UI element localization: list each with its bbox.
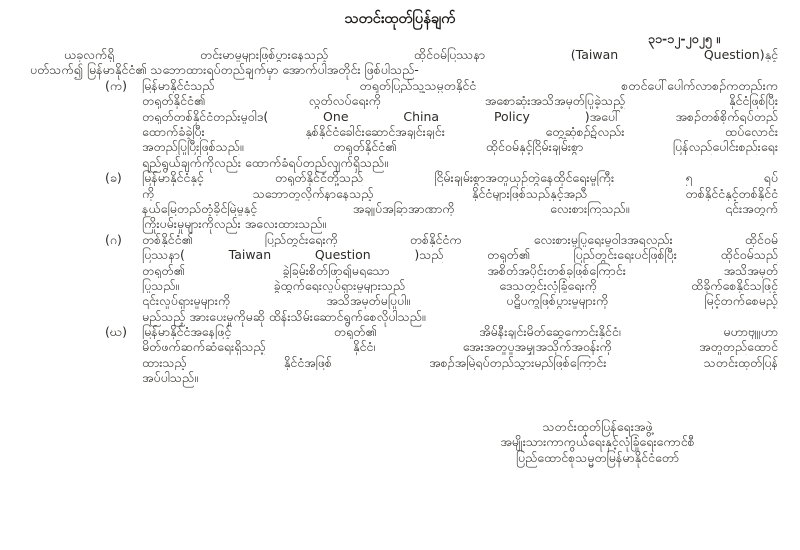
item-lines bbox=[142, 170, 778, 232]
item-text-line: ကို သဘောတူလိုက်နာနေသည့် နိုင်ငံများဖြစ်သည်နှင့်အညီ တစ်နိုင်ငံနှင့်တစ်နိုင်ငံ bbox=[142, 185, 778, 201]
list-item-ga bbox=[30, 232, 778, 324]
document-date: ၃၁-၁၂-၂၀၂၅ ။ bbox=[647, 31, 720, 46]
item-text-line: ရည်ရွယ်ချက်ကိုလည်း ထောက်ခံရပ်တည်လျက်ရှိသည်။ bbox=[142, 154, 388, 170]
item-text-line: မည်သည့် အားပေးမှုကိုမဆို ထိန်းသိမ်းဆောင်ရွက်စေလိုပါသည်။ bbox=[142, 308, 426, 324]
list-item-gha bbox=[30, 324, 778, 386]
item-text-line: ပြုသည်။ ခွဲထွက်ရေးလှုပ်ရှားမှုများသည် ဒေသတွင်းလုံခြုံရေးကို ထိခိုက်စေနိုင်သဖြင့် bbox=[142, 277, 778, 293]
item-lines bbox=[142, 232, 778, 324]
item-text-line: မြန်မာနိုင်ငံသည် တရုတ်ပြည်သူ့သမ္မတနိုင်ငံ စတင်ပေါ်ပေါက်လာစဉ်ကတည်းက bbox=[142, 77, 778, 93]
item-text-line: တရုတ်တစ်နိုင်ငံတည်းမူဝါဒ( One China Policy )အပေါ် အစဉ်တစ်စိုက်ရပ်တည် bbox=[142, 108, 778, 124]
item-text-line: မိတ်ဖက်ဆက်ဆံရေးရှိသည့် နိုင်ငံ၊ အေးအတူပူအမျှအသိုက်အဝန်းကို အတူတည်ထောင် bbox=[142, 339, 778, 355]
signature-line: ပြည်ထောင်စုသမ္မတမြန်မာနိုင်ငံတော် bbox=[515, 450, 680, 466]
item-text-line: အတည်ပြုပြီးဖြစ်သည်။ တရုတ်နိုင်ငံ၏ ထိုင်ဝမ်နှင့်ငြိမ်းချမ်းစွာ ပြန်လည်ပေါင်းစည်းရေး bbox=[142, 139, 778, 155]
item-text-line: နယ်မြေတည်တံ့ခိုင်မြဲမှုနှင့် အချုပ်အခြာအာဏာကို လေးစားကြသည်။ ၎င်းအတွက် bbox=[142, 200, 778, 216]
item-text-line: တစ်နိုင်ငံ၏ ပြည်တွင်းရေးကို တစ်နိုင်ငံက လေးစားမှုပြုရေးမူဝါဒအရလည်း ထိုင်ဝမ် bbox=[142, 231, 778, 247]
item-text-line: တရုတ်နိုင်ငံ၏ လွတ်လပ်ရေးကို အစောဆုံးအသိအမှတ်ပြုခဲ့သည့် နိုင်ငံဖြစ်ပြီး bbox=[142, 93, 778, 109]
item-lines bbox=[142, 324, 778, 386]
document-body bbox=[30, 47, 778, 386]
item-lines bbox=[142, 78, 778, 170]
intro-line: ယခုလက်ရှိ တင်းမာမှုများဖြစ်ပွားနေသည့် ထိုင်ဝမ်ပြဿနာ (Taiwan Question)နှင့် bbox=[64, 47, 778, 62]
signature-block bbox=[425, 419, 770, 466]
item-label: (ခ) bbox=[105, 170, 122, 186]
item-text-line: ပြဿနာ( Taiwan Question )သည် တရုတ်၏ ပြည်တွင်းရေးပင်ဖြစ်ပြီး ထိုင်ဝမ်သည် bbox=[142, 247, 778, 263]
item-text-line: မြန်မာနိုင်ငံအနေဖြင့် တရုတ်၏ အိမ်နီးချင်းမိတ်ဆွေကောင်းနိုင်ငံ၊ မဟာဗျူဟာ bbox=[142, 324, 778, 340]
item-text-line: ၎င်းလှုပ်ရှားမှုများကို အသိအမှတ်မပြုပါ။ ပဋိပက္ခဖြစ်ပွားမှုများကို မြင့်တက်စေမည့် bbox=[142, 293, 778, 309]
list-item-ka bbox=[30, 78, 778, 170]
item-text-line: တရုတ်၏ ခွဲခြမ်းစိတ်ဖြာ၍မရသော အစိတ်အပိုင်းတစ်ခုဖြစ်ကြောင်း အသိအမှတ် bbox=[142, 262, 778, 278]
list-item-kha bbox=[30, 170, 778, 232]
signature-line: အမျိုးသားကာကွယ်ရေးနှင့်လုံခြုံရေးကောင်စီ bbox=[500, 434, 695, 450]
item-label: (ဃ) bbox=[105, 324, 127, 340]
item-text-line: ထောက်ခံခဲ့ပြီး နှစ်နိုင်ငံခေါင်းဆောင်အချင်းချင်း တွေ့ဆုံစဉ်၌လည်း ထပ်လောင်း bbox=[142, 123, 778, 139]
item-label: (ဂ) bbox=[105, 231, 122, 247]
signature-line: သတင်းထုတ်ပြန်ရေးအဖွဲ့ bbox=[542, 418, 653, 434]
item-text-line: အပ်ပါသည်။ bbox=[142, 370, 198, 386]
item-text-line: ထားသည့် နိုင်ငံအဖြစ် အစဉ်အမြဲရပ်တည်သွားမည်ဖြစ်ကြောင်း သတင်းထုတ်ပြန် bbox=[142, 354, 778, 370]
document-title: သတင်းထုတ်ပြန်ချက် bbox=[344, 11, 456, 27]
item-label: (က) bbox=[105, 77, 127, 93]
item-text-line: ကြိုးပမ်းမှုများကိုလည်း အလေးထားသည်။ bbox=[142, 216, 327, 232]
item-text-line: မြန်မာနိုင်ငံနှင့် တရုတ်နိုင်ငံတို့သည် ငြိမ်းချမ်းစွာအတူယှဉ်တွဲနေထိုင်ရေးမူကြီး ၅ ရပ် bbox=[142, 170, 778, 186]
intro-line: ပတ်သက်၍ မြန်မာနိုင်ငံ၏ သဘောထားရပ်တည်ချက်မှာ အောက်ပါအတိုင်း ဖြစ်ပါသည်- bbox=[30, 62, 419, 78]
intro-paragraph bbox=[30, 47, 778, 78]
